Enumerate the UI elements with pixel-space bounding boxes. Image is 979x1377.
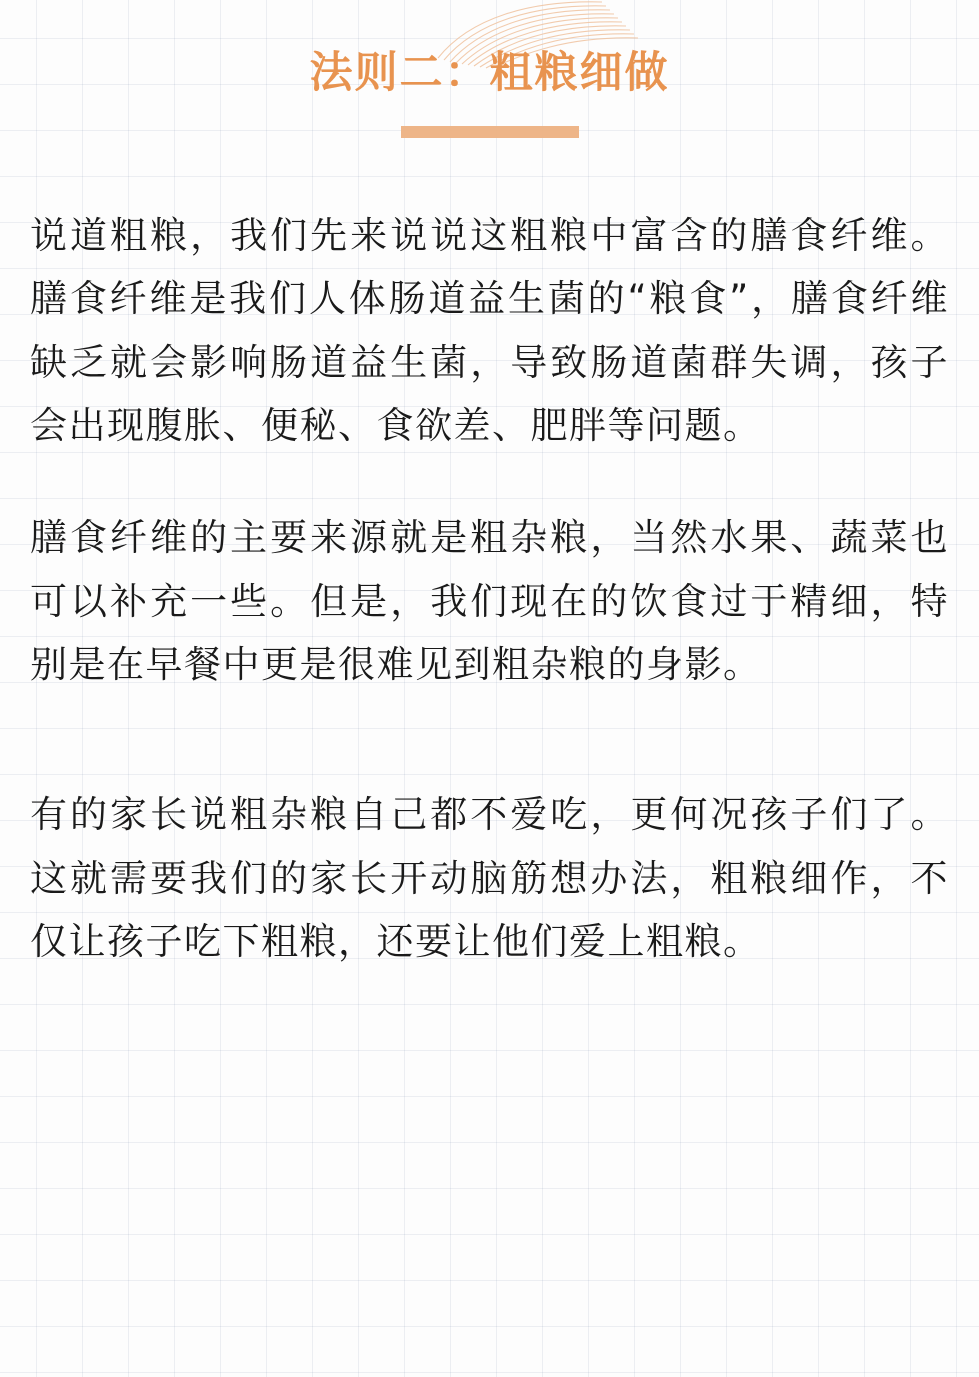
paragraph: 膳食纤维的主要来源就是粗杂粮，当然水果、蔬菜也可以补充一些。但是，我们现在的饮食过于精细，特别是在早餐中更是很难见到粗杂粮的身影。 — [30, 516, 949, 687]
paragraph: 有的家长说粗杂粮自己都不爱吃，更何况孩子们了。这就需要我们的家长开动脑筋想办法，粗粮细作，不仅让孩子吃下粗粮，还要让他们爱上粗粮。 — [30, 792, 949, 964]
page-title: 法则二：粗粮细做 — [309, 48, 670, 98]
title-block — [16, 0, 963, 138]
title-underline — [401, 126, 579, 138]
body-text — [16, 204, 963, 974]
paragraph: 说道粗粮，我们先来说说这粗粮中富含的膳食纤维。膳食纤维是我们人体肠道益生菌的“粮食”，膳食纤维缺乏就会影响肠道益生菌，导致肠道菌群失调，孩子会出现腹胀、便秘、食欲差、肥胖等问题。 — [30, 213, 949, 448]
